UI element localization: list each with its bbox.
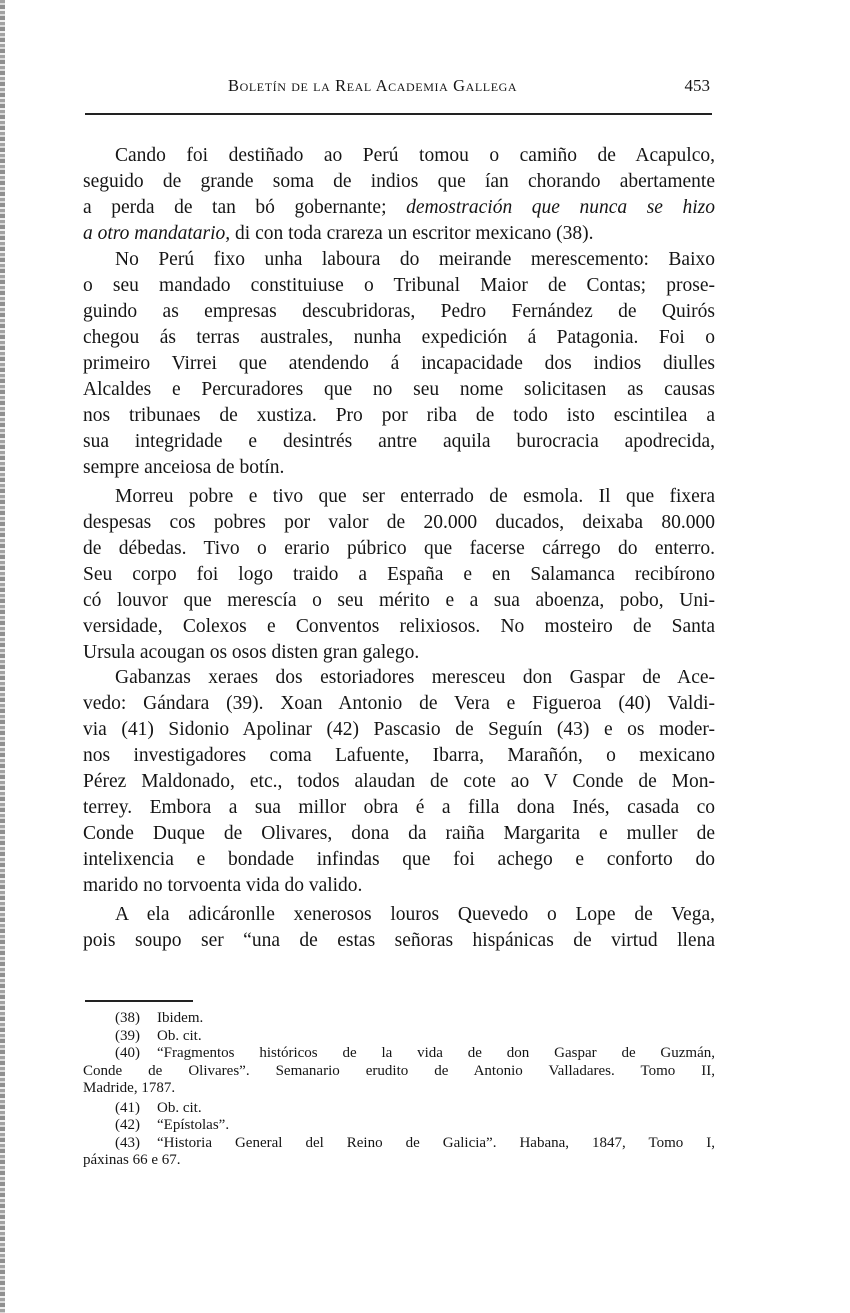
line-text: Morreu pobre e tivo que ser enterrado de esmola. Il que fixera (115, 486, 715, 507)
footnote-line (83, 1010, 715, 1028)
text-line (83, 536, 715, 562)
line-text: A ela adicáronlle xenerosos louros Quevedo o Lope de Vega, (115, 904, 715, 925)
line-text: Pérez Maldonado, etc., todos alaudan de cote ao V Conde de Mon- (83, 771, 715, 792)
line-text: Cando foi destiñado ao Perú tomou o camiño de Acapulco, (115, 145, 715, 166)
line-text: primeiro Virrei que atendendo á incapacidade dos indios diulles (83, 353, 715, 374)
text-line (83, 325, 715, 351)
footnote-line (83, 1152, 715, 1170)
line-text: pois soupo ser “una de estas señoras hispánicas de virtud llena (83, 930, 715, 951)
text-line (83, 221, 715, 247)
footnote-line (83, 1100, 715, 1118)
footnote-line (83, 1028, 715, 1046)
line-text: Seu corpo foi logo traido a España e en Salamanca recibírono (83, 564, 715, 585)
text-line (83, 299, 715, 325)
line-text: Conde Duque de Olivares, dona da raiña Margarita e muller de (83, 823, 715, 844)
line-text: Ursula acougan os osos disten gran galego. (83, 642, 420, 663)
italic-quote: a otro mandatario, (83, 223, 231, 244)
text-line (83, 562, 715, 588)
line-text: marido no torvoenta vida do valido. (83, 875, 363, 896)
footnote-number: (40) (115, 1045, 140, 1061)
paragraph (83, 143, 715, 247)
footnote-line (83, 1135, 715, 1153)
footnote-number: (42) (115, 1117, 140, 1133)
line-text: seguido de grande soma de indios que ían chorando abertamente (83, 171, 715, 192)
text-line (83, 273, 715, 299)
line-text: terrey. Embora a sua millor obra é a filla dona Inés, casada co (83, 797, 715, 818)
footnote-text: Madride, 1787. (83, 1080, 176, 1096)
running-title: Boletín de la Real Academia Gallega (228, 76, 518, 95)
line-text: o seu mandado constituiuse o Tribunal Maior de Contas; prose- (83, 275, 715, 296)
text-line (83, 351, 715, 377)
footnote-text: Conde de Olivares”. Semanario erudito de Antonio Valladares. Tomo II, (83, 1062, 715, 1079)
line-text: despesas cos pobres por valor de 20.000 ducados, deixaba 80.000 (83, 512, 715, 533)
text-line (83, 769, 715, 795)
footnote-number: (41) (115, 1099, 140, 1116)
text-line (83, 429, 715, 455)
footnote-line (83, 1063, 715, 1081)
line-text: versidade, Colexos e Conventos relixiosos. No mosteiro de Santa (83, 616, 715, 637)
text-line (83, 403, 715, 429)
text-line (83, 247, 715, 273)
footnote-number: (38) (115, 1010, 140, 1026)
text-line (83, 588, 715, 614)
footnote-line (83, 1045, 715, 1063)
italic-quote: demostración que nunca se hizo (406, 197, 715, 218)
text-line (83, 377, 715, 403)
footnote-text: “Fragmentos históricos de la vida de don Gaspar de Guzmán, (157, 1045, 715, 1061)
line-text: sempre anceiosa de botín. (83, 457, 285, 478)
text-line (83, 717, 715, 743)
text-line (83, 743, 715, 769)
text-line (83, 928, 715, 954)
line-text: Gabanzas xeraes dos estoriadores meresceu don Gaspar de Ace- (115, 667, 715, 688)
footnote-rule (85, 1000, 193, 1002)
page-header (85, 76, 712, 102)
line-text: via (41) Sidonio Apolinar (42) Pascasio de Seguín (43) e os moder- (83, 719, 715, 740)
footnote-text: “Epístolas”. (157, 1117, 230, 1133)
footnote-text: Ob. cit. (157, 1099, 202, 1116)
text-line (83, 195, 715, 221)
footnote-line (83, 1080, 715, 1098)
text-line (83, 847, 715, 873)
text-line (83, 795, 715, 821)
text-line (83, 484, 715, 510)
line-text: intelixencia e bondade infindas que foi achego e conforto do (83, 849, 715, 870)
text-line (83, 873, 715, 899)
line-text: nos tribunaes de xustiza. Pro por riba de todo isto escintilea a (83, 405, 715, 426)
text-line (83, 510, 715, 536)
line-text: có louvor que merescía o seu mérito e a sua aboenza, pobo, Uni- (83, 590, 715, 611)
line-text: sua integridade e desintrés antre aquila burocracia apodrecida, (83, 431, 715, 452)
footnotes (83, 1010, 715, 1170)
footnote-text: Ibidem. (157, 1010, 204, 1026)
text-line (83, 691, 715, 717)
footnote-number: (39) (115, 1027, 140, 1044)
text-line (83, 640, 715, 666)
paragraph (83, 247, 715, 481)
text-line (83, 902, 715, 928)
line-text: a perda de tan bó gobernante; (83, 197, 407, 218)
paragraph (83, 665, 715, 899)
text-line (83, 614, 715, 640)
footnote-number: (43) (115, 1134, 140, 1151)
header-rule (85, 113, 712, 115)
page-number: 453 (684, 76, 710, 95)
line-text: chegou ás terras australes, nunha expedición á Patagonia. Foi o (83, 327, 715, 348)
scan-edge (0, 0, 5, 1313)
footnote-text: “Historia General del Reino de Galicia”. Habana, 1847, Tomo I, (157, 1134, 715, 1151)
paragraph (83, 902, 715, 954)
line-text: vedo: Gándara (39). Xoan Antonio de Vera e Figueroa (40) Valdi- (83, 693, 715, 714)
line-text: No Perú fixo unha laboura do meirande merescemento: Baixo (115, 249, 715, 270)
text-line (83, 665, 715, 691)
footnote-text: Ob. cit. (157, 1027, 202, 1044)
line-text: guindo as empresas descubridoras, Pedro Fernández de Quirós (83, 301, 715, 322)
footnote-text: páxinas 66 e 67. (83, 1152, 181, 1168)
text-line (83, 143, 715, 169)
line-text: nos investigadores coma Lafuente, Ibarra, Marañón, o mexicano (83, 745, 715, 766)
line-text: de débedas. Tivo o erario púbrico que facerse cárrego do enterro. (83, 538, 715, 559)
text-line (83, 821, 715, 847)
footnote-line (83, 1117, 715, 1135)
line-text: di con toda crareza un escritor mexicano (38). (230, 223, 594, 244)
text-line (83, 455, 715, 481)
paragraph (83, 484, 715, 666)
line-text: Alcaldes e Percuradores que no seu nome solicitasen as causas (83, 379, 715, 400)
text-line (83, 169, 715, 195)
